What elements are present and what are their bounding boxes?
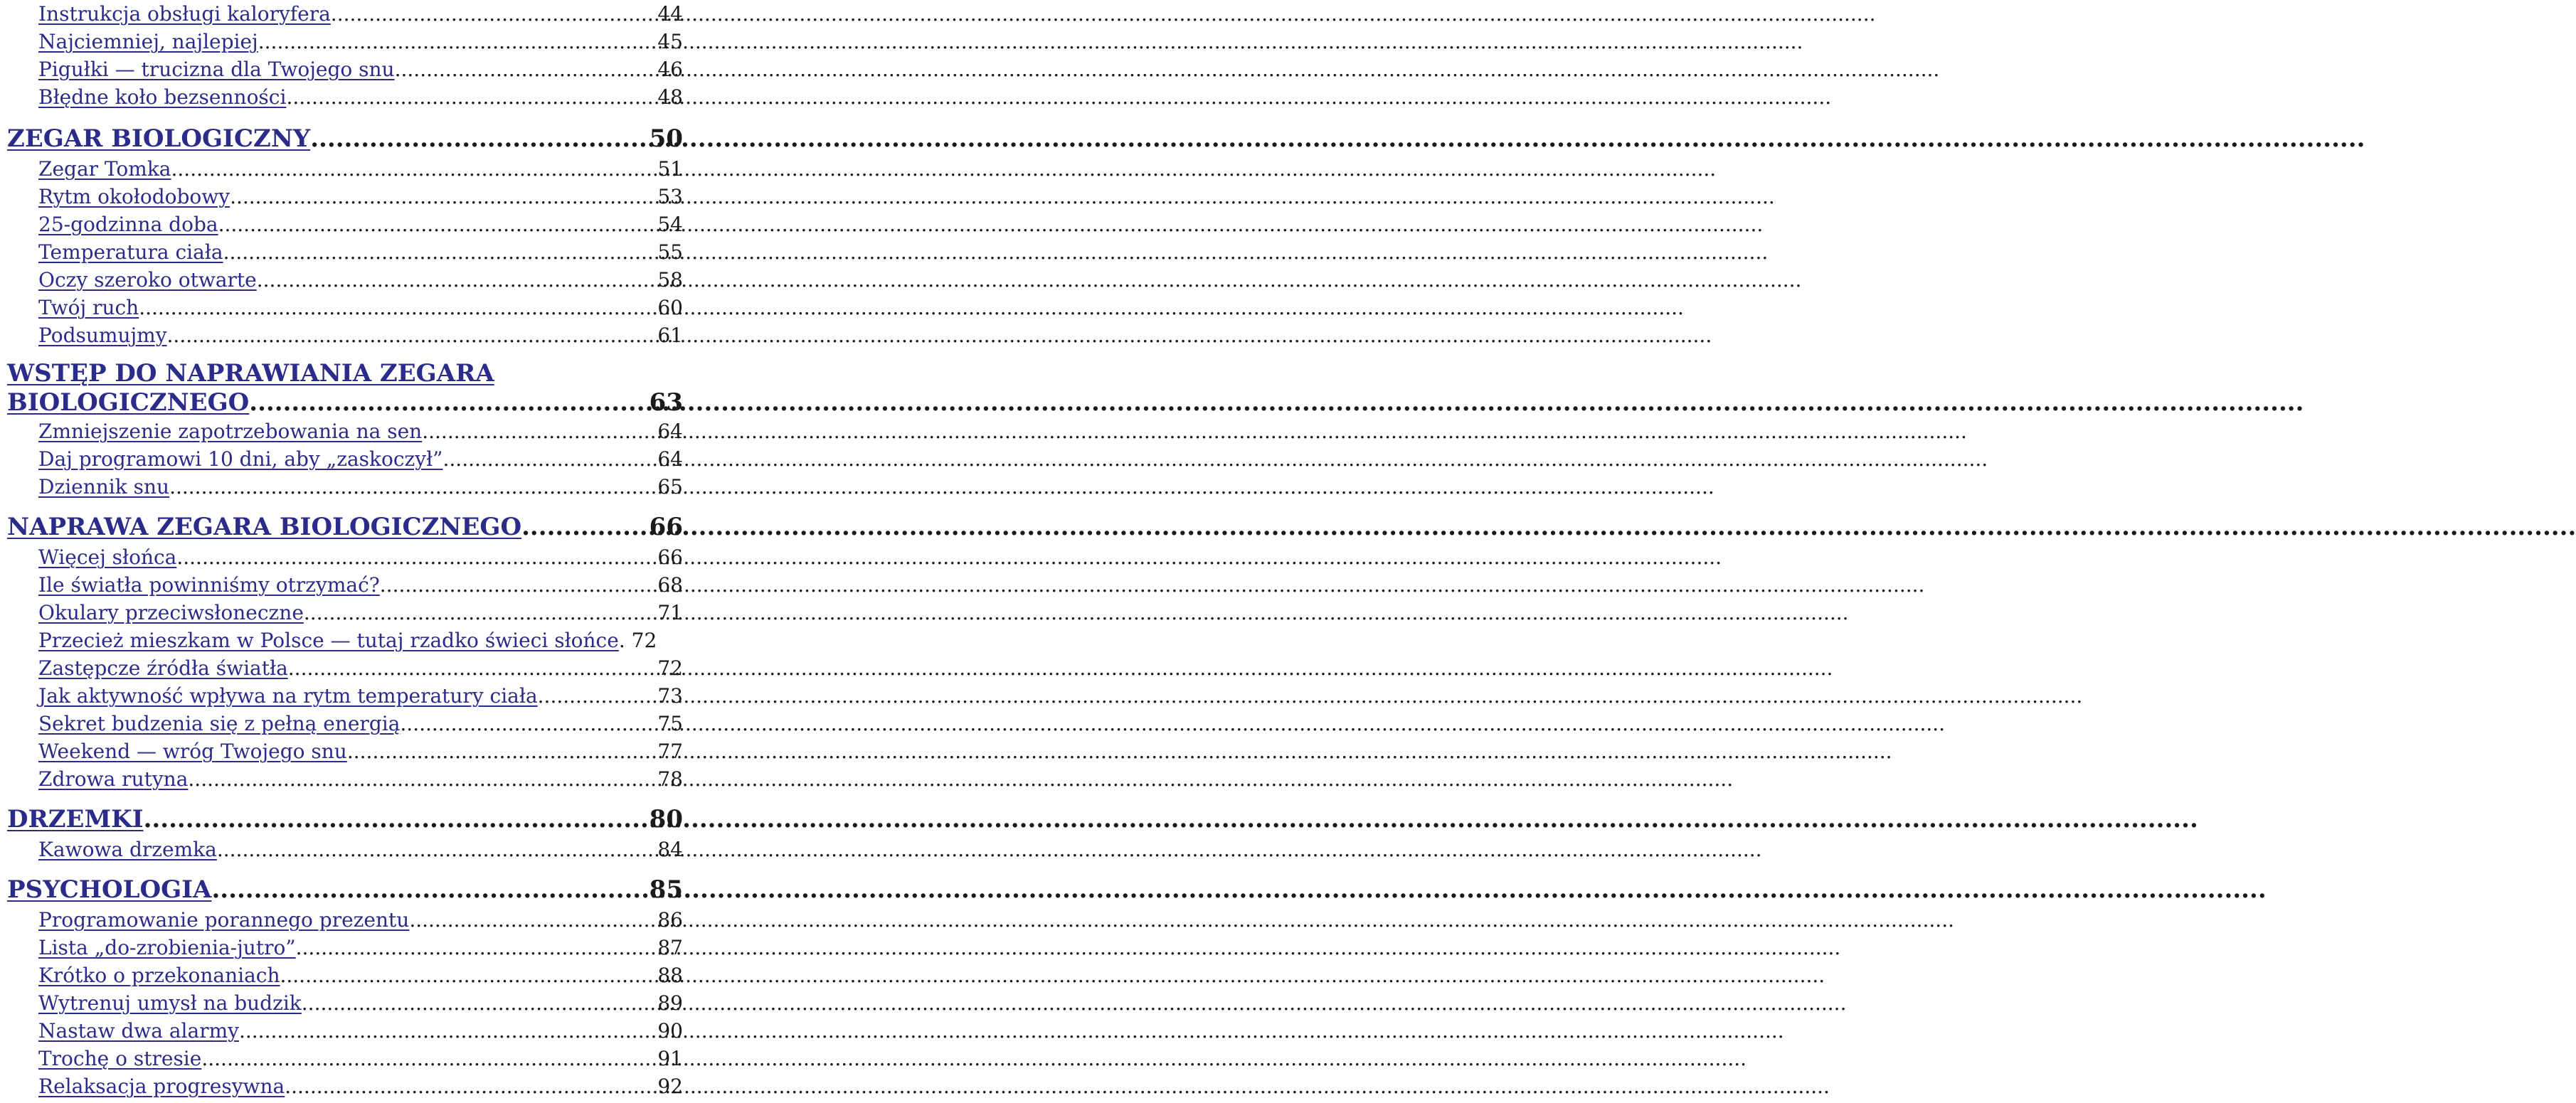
dot-leader — [395, 55, 658, 83]
toc-entry-title[interactable]: Pigułki — trucizna dla Twojego snu — [38, 58, 395, 81]
dot-leader — [201, 1045, 657, 1072]
toc-section-entry[interactable] — [7, 961, 683, 989]
toc-section-entry[interactable] — [7, 266, 683, 294]
page-number: 46 — [657, 58, 683, 81]
page-number: 58 — [657, 268, 683, 292]
toc-entry-title[interactable]: 25-godzinna doba — [38, 213, 218, 236]
dot-leader — [217, 836, 658, 863]
toc-section-entry[interactable] — [7, 55, 683, 83]
toc-entry-title[interactable]: Podsumujmy — [38, 324, 167, 347]
toc-section-entry[interactable] — [7, 1017, 683, 1045]
page-number: 84 — [657, 838, 683, 861]
toc-section-entry[interactable] — [7, 571, 683, 599]
toc-entry-title[interactable]: Jak aktywność wpływa na rytm temperatury ciała — [38, 684, 538, 708]
dot-leader — [223, 238, 658, 266]
dot-leader — [239, 1017, 657, 1045]
toc-entry-title[interactable]: Programowanie porannego prezentu — [38, 908, 410, 932]
toc-entry-title[interactable]: Twój ruch — [38, 296, 139, 319]
toc-chapter-entry[interactable] — [7, 359, 683, 417]
toc-entry-title[interactable]: Zastępcze źródła światła — [38, 656, 288, 680]
dot-leader — [144, 803, 650, 836]
toc-section-entry[interactable] — [7, 765, 683, 793]
toc-section-entry[interactable] — [7, 654, 683, 682]
toc-entry-title[interactable]: Daj programowi 10 dni, aby „zaskoczył” — [38, 447, 443, 471]
dot-leader — [188, 765, 657, 793]
toc-entry-title[interactable]: Temperatura ciała — [38, 240, 223, 264]
page-number: 86 — [657, 908, 683, 932]
page-number: 45 — [657, 30, 683, 53]
toc-section-entry[interactable] — [7, 155, 683, 183]
toc-entry-title[interactable]: WSTĘP DO NAPRAWIANIA ZEGARA — [7, 359, 494, 388]
dot-leader — [380, 571, 658, 599]
toc-entry-title[interactable]: PSYCHOLOGIA — [7, 875, 212, 904]
dot-leader — [167, 321, 658, 349]
toc-chapter-entry[interactable] — [7, 122, 683, 155]
toc-entry-title[interactable]: Przecież mieszkam w Polsce — tutaj rzadko świeci słońce — [38, 629, 619, 652]
dot-leader — [331, 0, 658, 28]
page-number: 50 — [649, 124, 683, 153]
dot-leader — [280, 961, 657, 989]
toc-section-entry[interactable] — [7, 599, 683, 627]
toc-section-entry[interactable] — [7, 1045, 683, 1072]
separator: . — [618, 629, 632, 652]
dot-leader — [422, 417, 657, 445]
dot-leader — [310, 122, 649, 155]
dot-leader — [296, 934, 658, 961]
toc-section-entry[interactable] — [7, 682, 683, 710]
toc-entry-title[interactable]: Zegar Tomka — [38, 157, 171, 181]
table-of-contents — [7, 0, 683, 1100]
dot-leader — [538, 682, 658, 710]
toc-section-entry[interactable] — [7, 989, 683, 1017]
toc-section-entry[interactable] — [7, 183, 683, 211]
dot-leader — [288, 654, 658, 682]
toc-entry-title[interactable]: Zdrowa rutyna — [38, 767, 189, 791]
toc-section-entry[interactable] — [7, 211, 683, 238]
page-number: 54 — [657, 213, 683, 236]
toc-chapter-entry[interactable] — [7, 511, 683, 543]
page-number: 75 — [657, 712, 683, 735]
page-number: 53 — [657, 185, 683, 208]
dot-leader — [257, 266, 658, 294]
dot-leader — [230, 183, 657, 211]
toc-entry-title[interactable]: Wytrenuj umysł na budzik — [38, 991, 302, 1015]
page-number: 55 — [657, 240, 683, 264]
toc-entry-title[interactable]: Trochę o stresie — [38, 1047, 202, 1070]
page-number: 80 — [649, 805, 683, 833]
page-number: 90 — [657, 1019, 683, 1043]
toc-entry-title[interactable]: Dziennik snu — [38, 475, 170, 499]
toc-entry-title[interactable]: Instrukcja obsługi kaloryfera — [38, 2, 331, 26]
toc-entry-title[interactable]: Błędne koło bezsenności — [38, 85, 287, 109]
toc-entry-title[interactable]: Ile światła powinniśmy otrzymać? — [38, 573, 380, 597]
page-number: 65 — [657, 475, 683, 499]
page-number: 78 — [657, 767, 683, 791]
dot-leader — [304, 599, 657, 627]
page-number: 68 — [657, 573, 683, 597]
dot-leader — [176, 543, 657, 571]
page-number: 91 — [657, 1047, 683, 1070]
toc-entry-title[interactable]: Weekend — wróg Twojego snu — [38, 740, 347, 763]
page-number: 85 — [649, 875, 683, 904]
toc-chapter-entry[interactable] — [7, 803, 683, 836]
toc-section-entry[interactable] — [7, 0, 683, 28]
toc-entry-title[interactable]: Więcej słońca — [38, 545, 177, 569]
page-number: 60 — [657, 296, 683, 319]
page-number: 44 — [657, 2, 683, 26]
toc-section-entry[interactable] — [7, 934, 683, 961]
page-number: 66 — [657, 545, 683, 569]
toc-entry-title[interactable]: Najciemniej, najlepiej — [38, 30, 258, 53]
toc-entry-title[interactable]: Okulary przeciwsłoneczne — [38, 601, 304, 624]
toc-section-entry[interactable] — [7, 906, 683, 934]
dot-leader — [400, 710, 657, 737]
dot-leader — [139, 294, 657, 321]
toc-section-entry[interactable] — [7, 627, 683, 654]
dot-leader — [285, 1072, 657, 1100]
toc-entry-title[interactable]: Rytm okołodobowy — [38, 185, 230, 208]
dot-leader — [171, 155, 658, 183]
toc-entry-title[interactable]: Kawowa drzemka — [38, 838, 217, 861]
toc-section-entry[interactable] — [7, 83, 683, 111]
toc-entry-title[interactable]: DRZEMKI — [7, 805, 144, 833]
toc-section-entry[interactable] — [7, 1072, 683, 1100]
dot-leader — [521, 511, 650, 543]
page-number: 61 — [657, 324, 683, 347]
page-number: 66 — [649, 513, 683, 541]
toc-section-entry[interactable] — [7, 238, 683, 266]
page-number: 77 — [657, 740, 683, 763]
toc-chapter-entry[interactable] — [7, 873, 683, 906]
toc-section-entry[interactable] — [7, 543, 683, 571]
page-number: 48 — [657, 85, 683, 109]
dot-leader — [169, 473, 657, 501]
toc-section-entry[interactable] — [7, 28, 683, 55]
page-number: 73 — [657, 684, 683, 708]
page-number: 63 — [649, 388, 683, 417]
page-number: 88 — [657, 964, 683, 987]
page-number: 72 — [657, 656, 683, 680]
toc-section-entry[interactable] — [7, 710, 683, 737]
toc-entry-title[interactable]: Oczy szeroko otwarte — [38, 268, 257, 292]
page-number: 72 — [631, 629, 657, 652]
page-number: 87 — [657, 936, 683, 959]
toc-entry-title[interactable]: ZEGAR BIOLOGICZNY — [7, 124, 311, 153]
dot-leader — [218, 211, 658, 238]
toc-section-entry[interactable] — [7, 445, 683, 473]
dot-leader — [286, 83, 657, 111]
toc-section-entry[interactable] — [7, 294, 683, 321]
page-number: 71 — [657, 601, 683, 624]
toc-entry-title[interactable]: NAPRAWA ZEGARA BIOLOGICZNEGO — [7, 513, 522, 541]
toc-entry-title[interactable]: Zmniejszenie zapotrzebowania na sen — [38, 420, 423, 443]
dot-leader — [258, 28, 658, 55]
page-number: 64 — [657, 447, 683, 471]
toc-section-entry[interactable] — [7, 417, 683, 445]
page-number: 64 — [657, 420, 683, 443]
page-number: 89 — [657, 991, 683, 1015]
toc-section-entry[interactable] — [7, 836, 683, 863]
page-number: 51 — [657, 157, 683, 181]
toc-section-entry[interactable] — [7, 473, 683, 501]
dot-leader — [443, 445, 658, 473]
dot-leader — [249, 388, 649, 417]
toc-section-entry[interactable] — [7, 737, 683, 765]
dot-leader — [211, 873, 649, 906]
dot-leader — [409, 906, 657, 934]
toc-entry-title[interactable]: BIOLOGICZNEGO — [7, 388, 250, 417]
dot-leader — [347, 737, 658, 765]
toc-entry-title[interactable]: Relaksacja progresywna — [38, 1075, 285, 1098]
page-number: 92 — [657, 1075, 683, 1098]
toc-entry-title[interactable]: Nastaw dwa alarmy — [38, 1019, 239, 1043]
toc-section-entry[interactable] — [7, 321, 683, 349]
toc-entry-title[interactable]: Krótko o przekonaniach — [38, 964, 280, 987]
toc-entry-title[interactable]: Sekret budzenia się z pełną energią — [38, 712, 401, 735]
dot-leader — [302, 989, 658, 1017]
toc-entry-title[interactable]: Lista „do-zrobienia-jutro” — [38, 936, 296, 959]
